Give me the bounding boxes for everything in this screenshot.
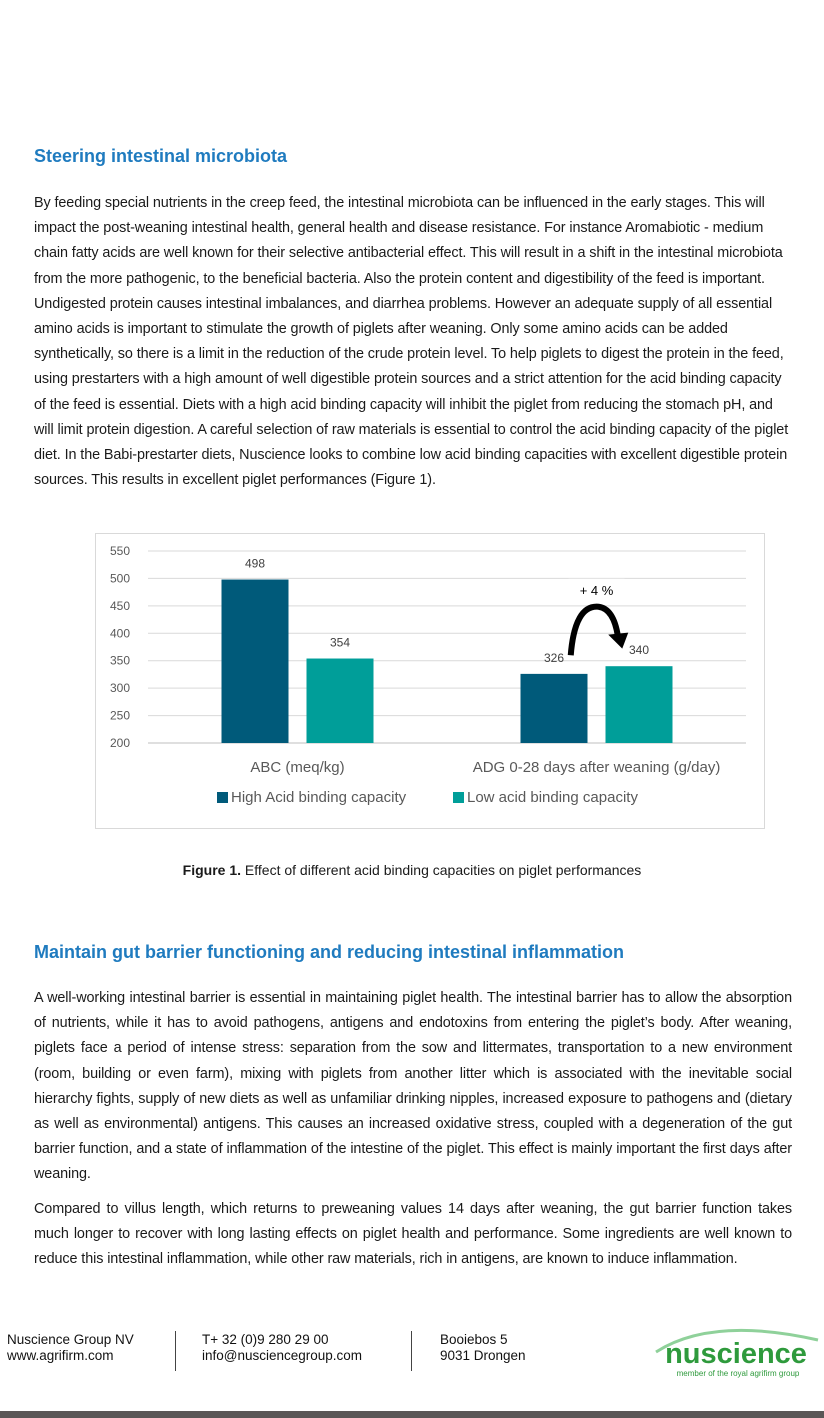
company-website[interactable]: www.agrifirm.com	[7, 1348, 114, 1363]
footer-address	[440, 1332, 526, 1364]
city-address: 9031 Drongen	[440, 1348, 526, 1363]
figure-label: Figure 1.	[182, 862, 242, 878]
paragraph-gut-barrier-2: Compared to villus length, which returns to preweaning values 14 days after weaning, the gut barrier function takes much longer to recover with long lasting effects on piglet health and performance. Some ingredients are well known to reduce this intestinal inflammation, while other raw materials, rich in antigens, are known to induce inflammation.	[34, 1201, 792, 1268]
data-label: 326	[543, 650, 565, 665]
annotation-label: + 4 %	[579, 582, 614, 598]
section-heading-gut-barrier: Maintain gut barrier functioning and reducing intestinal inflammation	[34, 942, 625, 962]
legend-label: Low acid binding capacity	[467, 789, 638, 806]
email-address[interactable]: info@nusciencegroup.com	[202, 1348, 363, 1363]
page-bottom-bar	[0, 1411, 824, 1418]
section-heading-microbiota: Steering intestinal microbiota	[34, 146, 288, 166]
footer-divider	[175, 1331, 176, 1371]
figure-caption	[0, 862, 824, 878]
y-tick-label: 250	[109, 708, 130, 723]
bar	[521, 674, 588, 743]
phone-number: T+ 32 (0)9 280 29 00	[202, 1332, 329, 1347]
footer-company	[7, 1332, 134, 1364]
annotation-arrow	[571, 607, 619, 656]
legend-label: High Acid binding capacity	[231, 789, 407, 806]
logo-tagline: member of the royal agrifirm group	[676, 1369, 800, 1378]
street-address: Booiebos 5	[440, 1332, 508, 1347]
y-tick-label: 400	[109, 626, 130, 641]
bar	[222, 580, 289, 743]
y-tick-label: 300	[109, 681, 130, 696]
annotation-arrowhead	[608, 633, 628, 649]
x-category-label: ADG 0-28 days after weaning (g/day)	[472, 759, 721, 776]
paragraph-microbiota: By feeding special nutrients in the creep feed, the intestinal microbiota can be influenced in the early stages. This will impact the post-weaning intestinal health, general health and disease resistance. For instance Aromabiotic - medium chain fatty acids are well known for their selective antibacterial effect. This will result in a shift in the intestinal microbiota from the more pathogenic, to the beneficial bacteria. Also the protein content and digestibility of the feed is important. Undigested protein causes intestinal imbalances, and diarrhea problems. However an adequate supply of all essential amino acids is important to stimulate the growth of piglets after weaning. Only some amino acids can be added synthetically, so there is a limit in the reduction of the crude protein level. To help piglets to digest the protein in the feed, using prestarters with a high amount of well digestible protein sources and a strict attention for the acid binding capacity of the feed is essential. Diets with a high acid binding capacity will inhibit the piglet from reducing the stomach pH, and will limit protein digestion. A careful selection of raw materials is essential to control the acid binding capacity of the piglet diet. In the Babi-prestarter diets, Nuscience looks to combine low acid binding capacities with excellent digestible protein sources. This results in excellent piglet performances (Figure 1).	[34, 195, 789, 489]
legend-swatch	[453, 792, 464, 803]
bar	[606, 666, 673, 743]
nuscience-logo	[652, 1322, 820, 1382]
y-tick-label: 550	[109, 544, 130, 558]
footer-divider	[411, 1331, 412, 1371]
logo-wordmark: nuscience	[665, 1338, 807, 1370]
data-label: 354	[329, 635, 351, 650]
figure-1-chart	[95, 533, 765, 829]
bar-chart	[96, 534, 764, 828]
y-tick-label: 200	[109, 736, 130, 750]
y-tick-label: 450	[109, 598, 130, 613]
bar	[307, 659, 374, 743]
footer-contact	[202, 1332, 362, 1364]
data-label: 340	[628, 643, 650, 658]
figure-caption-text: Effect of different acid binding capacities on piglet performances	[241, 862, 642, 878]
company-name: Nuscience Group NV	[7, 1332, 134, 1347]
y-tick-label: 500	[109, 571, 130, 586]
data-label: 498	[244, 556, 266, 571]
paragraph-gut-barrier-1: A well-working intestinal barrier is essential in maintaining piglet health. The intestinal barrier has to allow the absorption of nutrients, while it has to avoid pathogens, antigens and endotoxins from entering the piglet’s body. After weaning, piglets face a period of intense stress: separation from the sow and littermates, transportation to a new environment (room, building or even farm), mixing with piglets from another litter which is associated with the inevitable social hierarchy fights, supply of new diets as well as unfamiliar drinking nipples, increased exposure to pathogens and (dietary as well as environmental) antigens. This causes an increased oxidative stress, coupled with a degeneration of the gut barrier function, and a state of inflammation of the intestine of the piglet. This effect is mainly important the first days after weaning.	[34, 990, 792, 1183]
legend-swatch	[217, 792, 228, 803]
y-tick-label: 350	[109, 653, 130, 668]
x-category-label: ABC (meq/kg)	[250, 759, 345, 776]
